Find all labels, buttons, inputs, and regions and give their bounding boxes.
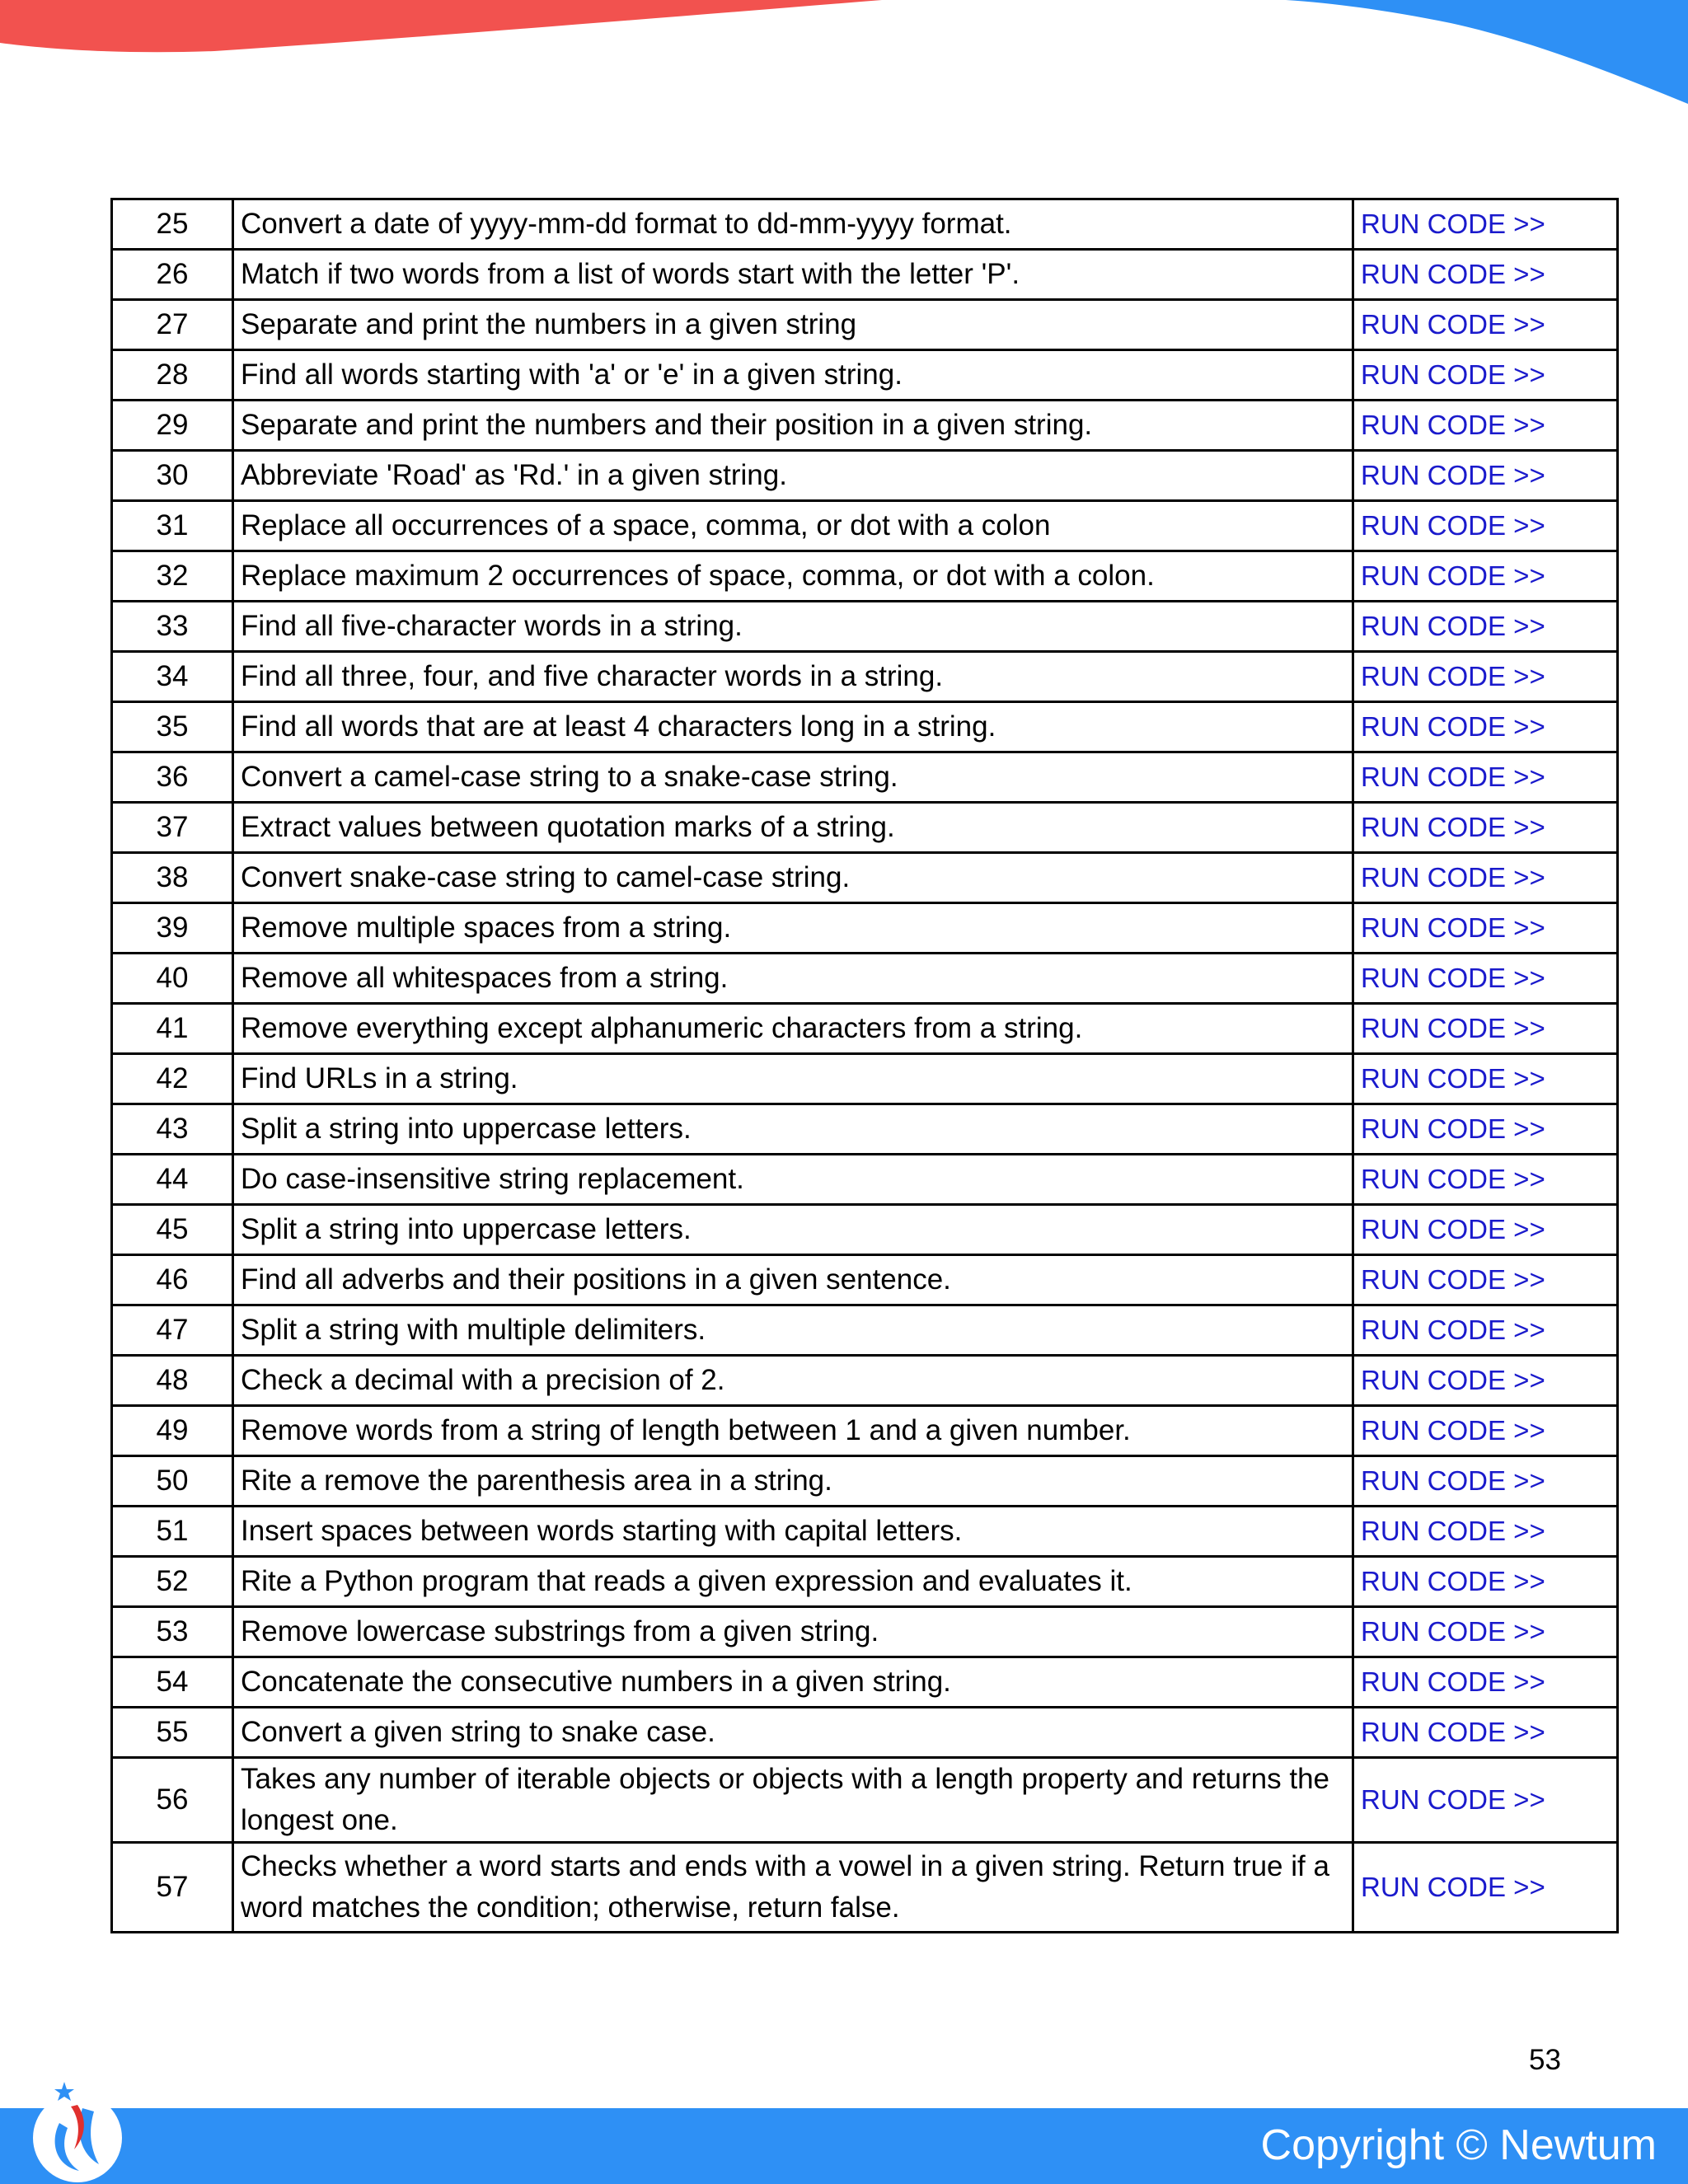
table-row (112, 1104, 1618, 1155)
run-code-link[interactable]: RUN CODE >> (1361, 309, 1545, 340)
row-number: 56 (112, 1758, 233, 1843)
run-code-link[interactable]: RUN CODE >> (1361, 1566, 1545, 1596)
red-wave-shape (0, 0, 882, 52)
run-code-cell (1353, 1456, 1618, 1507)
run-code-link[interactable]: RUN CODE >> (1361, 1264, 1545, 1295)
run-code-link[interactable]: RUN CODE >> (1361, 711, 1545, 742)
run-code-cell (1353, 1255, 1618, 1305)
row-description: Remove words from a string of length between 1 and a given number. (233, 1406, 1353, 1456)
row-description: Separate and print the numbers and their position in a given string. (233, 401, 1353, 451)
row-description: Checks whether a word starts and ends with a vowel in a given string. Return true if a word matches the condition; otherwise, return false. (233, 1843, 1353, 1933)
row-description: Replace all occurrences of a space, comma, or dot with a colon (233, 501, 1353, 551)
run-code-link[interactable]: RUN CODE >> (1361, 510, 1545, 541)
run-code-link[interactable]: RUN CODE >> (1361, 1315, 1545, 1345)
table-row (112, 752, 1618, 803)
run-code-link[interactable]: RUN CODE >> (1361, 1214, 1545, 1244)
run-code-link[interactable]: RUN CODE >> (1361, 259, 1545, 289)
run-code-link[interactable]: RUN CODE >> (1361, 963, 1545, 993)
row-number: 38 (112, 853, 233, 903)
row-number: 34 (112, 652, 233, 702)
row-description: Rite a remove the parenthesis area in a string. (233, 1456, 1353, 1507)
run-code-cell (1353, 501, 1618, 551)
table-row (112, 853, 1618, 903)
run-code-cell (1353, 1758, 1618, 1843)
table-row (112, 903, 1618, 954)
run-code-cell (1353, 199, 1618, 250)
run-code-cell (1353, 1557, 1618, 1607)
page-number: 53 (1529, 2044, 1561, 2076)
run-code-cell (1353, 803, 1618, 853)
row-description: Abbreviate 'Road' as 'Rd.' in a given string. (233, 451, 1353, 501)
row-number: 57 (112, 1843, 233, 1933)
run-code-link[interactable]: RUN CODE >> (1361, 1164, 1545, 1194)
run-code-cell (1353, 1843, 1618, 1933)
table-row (112, 1054, 1618, 1104)
run-code-link[interactable]: RUN CODE >> (1361, 560, 1545, 591)
run-code-link[interactable]: RUN CODE >> (1361, 1465, 1545, 1496)
run-code-cell (1353, 551, 1618, 602)
run-code-cell (1353, 1356, 1618, 1406)
run-code-link[interactable]: RUN CODE >> (1361, 410, 1545, 440)
run-code-link[interactable]: RUN CODE >> (1361, 611, 1545, 641)
table-row (112, 1758, 1618, 1843)
copyright-text: Copyright © Newtum (1260, 2121, 1657, 2169)
table-row (112, 1607, 1618, 1657)
run-code-cell (1353, 1104, 1618, 1155)
row-number: 46 (112, 1255, 233, 1305)
table-row (112, 401, 1618, 451)
run-code-cell (1353, 1406, 1618, 1456)
row-number: 49 (112, 1406, 233, 1456)
run-code-cell (1353, 1155, 1618, 1205)
table-row (112, 501, 1618, 551)
table-row (112, 1456, 1618, 1507)
run-code-cell (1353, 451, 1618, 501)
run-code-link[interactable]: RUN CODE >> (1361, 1063, 1545, 1094)
row-number: 29 (112, 401, 233, 451)
table-row (112, 1557, 1618, 1607)
row-number: 50 (112, 1456, 233, 1507)
run-code-cell (1353, 1607, 1618, 1657)
run-code-link[interactable]: RUN CODE >> (1361, 912, 1545, 943)
table-row (112, 551, 1618, 602)
row-description: Find all three, four, and five character words in a string. (233, 652, 1353, 702)
row-number: 42 (112, 1054, 233, 1104)
run-code-cell (1353, 401, 1618, 451)
row-description: Insert spaces between words starting with capital letters. (233, 1507, 1353, 1557)
row-description: Check a decimal with a precision of 2. (233, 1356, 1353, 1406)
row-number: 45 (112, 1205, 233, 1255)
row-number: 55 (112, 1708, 233, 1758)
run-code-cell (1353, 1205, 1618, 1255)
table-row (112, 1205, 1618, 1255)
row-number: 39 (112, 903, 233, 954)
run-code-link[interactable]: RUN CODE >> (1361, 661, 1545, 691)
newtum-logo-icon (31, 2075, 124, 2184)
run-code-link[interactable]: RUN CODE >> (1361, 1784, 1545, 1815)
row-number: 35 (112, 702, 233, 752)
row-description: Remove multiple spaces from a string. (233, 903, 1353, 954)
run-code-cell (1353, 1054, 1618, 1104)
run-code-cell (1353, 652, 1618, 702)
table-row (112, 1406, 1618, 1456)
row-number: 54 (112, 1657, 233, 1708)
table-row (112, 250, 1618, 300)
run-code-link[interactable]: RUN CODE >> (1361, 1415, 1545, 1446)
row-description: Convert a given string to snake case. (233, 1708, 1353, 1758)
run-code-cell (1353, 350, 1618, 401)
row-description: Takes any number of iterable objects or objects with a length property and returns the longest one. (233, 1758, 1353, 1843)
run-code-link[interactable]: RUN CODE >> (1361, 359, 1545, 390)
row-number: 37 (112, 803, 233, 853)
run-code-link[interactable]: RUN CODE >> (1361, 1666, 1545, 1697)
row-number: 52 (112, 1557, 233, 1607)
run-code-cell (1353, 1004, 1618, 1054)
run-code-link[interactable]: RUN CODE >> (1361, 1717, 1545, 1747)
row-description: Convert snake-case string to camel-case string. (233, 853, 1353, 903)
program-list-table (110, 198, 1619, 1933)
row-description: Rite a Python program that reads a given expression and evaluates it. (233, 1557, 1353, 1607)
row-description: Replace maximum 2 occurrences of space, comma, or dot with a colon. (233, 551, 1353, 602)
row-number: 33 (112, 602, 233, 652)
table-row (112, 1657, 1618, 1708)
table-row (112, 350, 1618, 401)
row-description: Find all words that are at least 4 characters long in a string. (233, 702, 1353, 752)
row-number: 28 (112, 350, 233, 401)
row-number: 51 (112, 1507, 233, 1557)
row-description: Split a string into uppercase letters. (233, 1205, 1353, 1255)
table-row (112, 451, 1618, 501)
run-code-cell (1353, 903, 1618, 954)
row-number: 44 (112, 1155, 233, 1205)
row-description: Separate and print the numbers in a given string (233, 300, 1353, 350)
run-code-link[interactable]: RUN CODE >> (1361, 1616, 1545, 1647)
row-description: Find all five-character words in a string. (233, 602, 1353, 652)
row-description: Remove everything except alphanumeric characters from a string. (233, 1004, 1353, 1054)
row-description: Extract values between quotation marks of a string. (233, 803, 1353, 853)
row-number: 48 (112, 1356, 233, 1406)
row-description: Convert a date of yyyy-mm-dd format to dd-mm-yyyy format. (233, 199, 1353, 250)
table-row (112, 954, 1618, 1004)
row-number: 41 (112, 1004, 233, 1054)
run-code-cell (1353, 602, 1618, 652)
row-description: Find URLs in a string. (233, 1054, 1353, 1104)
table-row (112, 1155, 1618, 1205)
run-code-link[interactable]: RUN CODE >> (1361, 460, 1545, 490)
row-description: Match if two words from a list of words start with the letter 'P'. (233, 250, 1353, 300)
table-row (112, 702, 1618, 752)
row-number: 25 (112, 199, 233, 250)
row-number: 47 (112, 1305, 233, 1356)
table-row (112, 803, 1618, 853)
row-description: Remove lowercase substrings from a given string. (233, 1607, 1353, 1657)
row-number: 43 (112, 1104, 233, 1155)
run-code-cell (1353, 954, 1618, 1004)
table-row (112, 1356, 1618, 1406)
run-code-cell (1353, 1507, 1618, 1557)
row-number: 26 (112, 250, 233, 300)
row-description: Convert a camel-case string to a snake-case string. (233, 752, 1353, 803)
run-code-cell (1353, 300, 1618, 350)
row-description: Split a string into uppercase letters. (233, 1104, 1353, 1155)
run-code-cell (1353, 1708, 1618, 1758)
table-row (112, 300, 1618, 350)
row-number: 53 (112, 1607, 233, 1657)
table-row (112, 1843, 1618, 1933)
run-code-cell (1353, 853, 1618, 903)
run-code-link[interactable]: RUN CODE >> (1361, 1113, 1545, 1144)
table-row (112, 1305, 1618, 1356)
run-code-link[interactable]: RUN CODE >> (1361, 812, 1545, 842)
run-code-cell (1353, 1657, 1618, 1708)
table-row (112, 1004, 1618, 1054)
row-description: Find all words starting with 'a' or 'e' in a given string. (233, 350, 1353, 401)
table-row (112, 652, 1618, 702)
row-description: Concatenate the consecutive numbers in a given string. (233, 1657, 1353, 1708)
run-code-link[interactable]: RUN CODE >> (1361, 762, 1545, 792)
row-description: Split a string with multiple delimiters. (233, 1305, 1353, 1356)
row-number: 30 (112, 451, 233, 501)
header-wave-decoration (0, 0, 1688, 107)
run-code-link[interactable]: RUN CODE >> (1361, 1516, 1545, 1546)
run-code-cell (1353, 702, 1618, 752)
row-description: Do case-insensitive string replacement. (233, 1155, 1353, 1205)
table-row (112, 1507, 1618, 1557)
table-row (112, 199, 1618, 250)
run-code-cell (1353, 250, 1618, 300)
run-code-link[interactable]: RUN CODE >> (1361, 862, 1545, 893)
table-row (112, 602, 1618, 652)
table-row (112, 1708, 1618, 1758)
run-code-link[interactable]: RUN CODE >> (1361, 209, 1545, 239)
run-code-link[interactable]: RUN CODE >> (1361, 1013, 1545, 1043)
blue-wave-shape (1286, 0, 1688, 104)
row-number: 40 (112, 954, 233, 1004)
run-code-cell (1353, 1305, 1618, 1356)
run-code-link[interactable]: RUN CODE >> (1361, 1365, 1545, 1395)
row-description: Remove all whitespaces from a string. (233, 954, 1353, 1004)
row-number: 36 (112, 752, 233, 803)
run-code-link[interactable]: RUN CODE >> (1361, 1872, 1545, 1902)
row-number: 31 (112, 501, 233, 551)
row-number: 32 (112, 551, 233, 602)
run-code-cell (1353, 752, 1618, 803)
table-row (112, 1255, 1618, 1305)
row-description: Find all adverbs and their positions in a given sentence. (233, 1255, 1353, 1305)
row-number: 27 (112, 300, 233, 350)
